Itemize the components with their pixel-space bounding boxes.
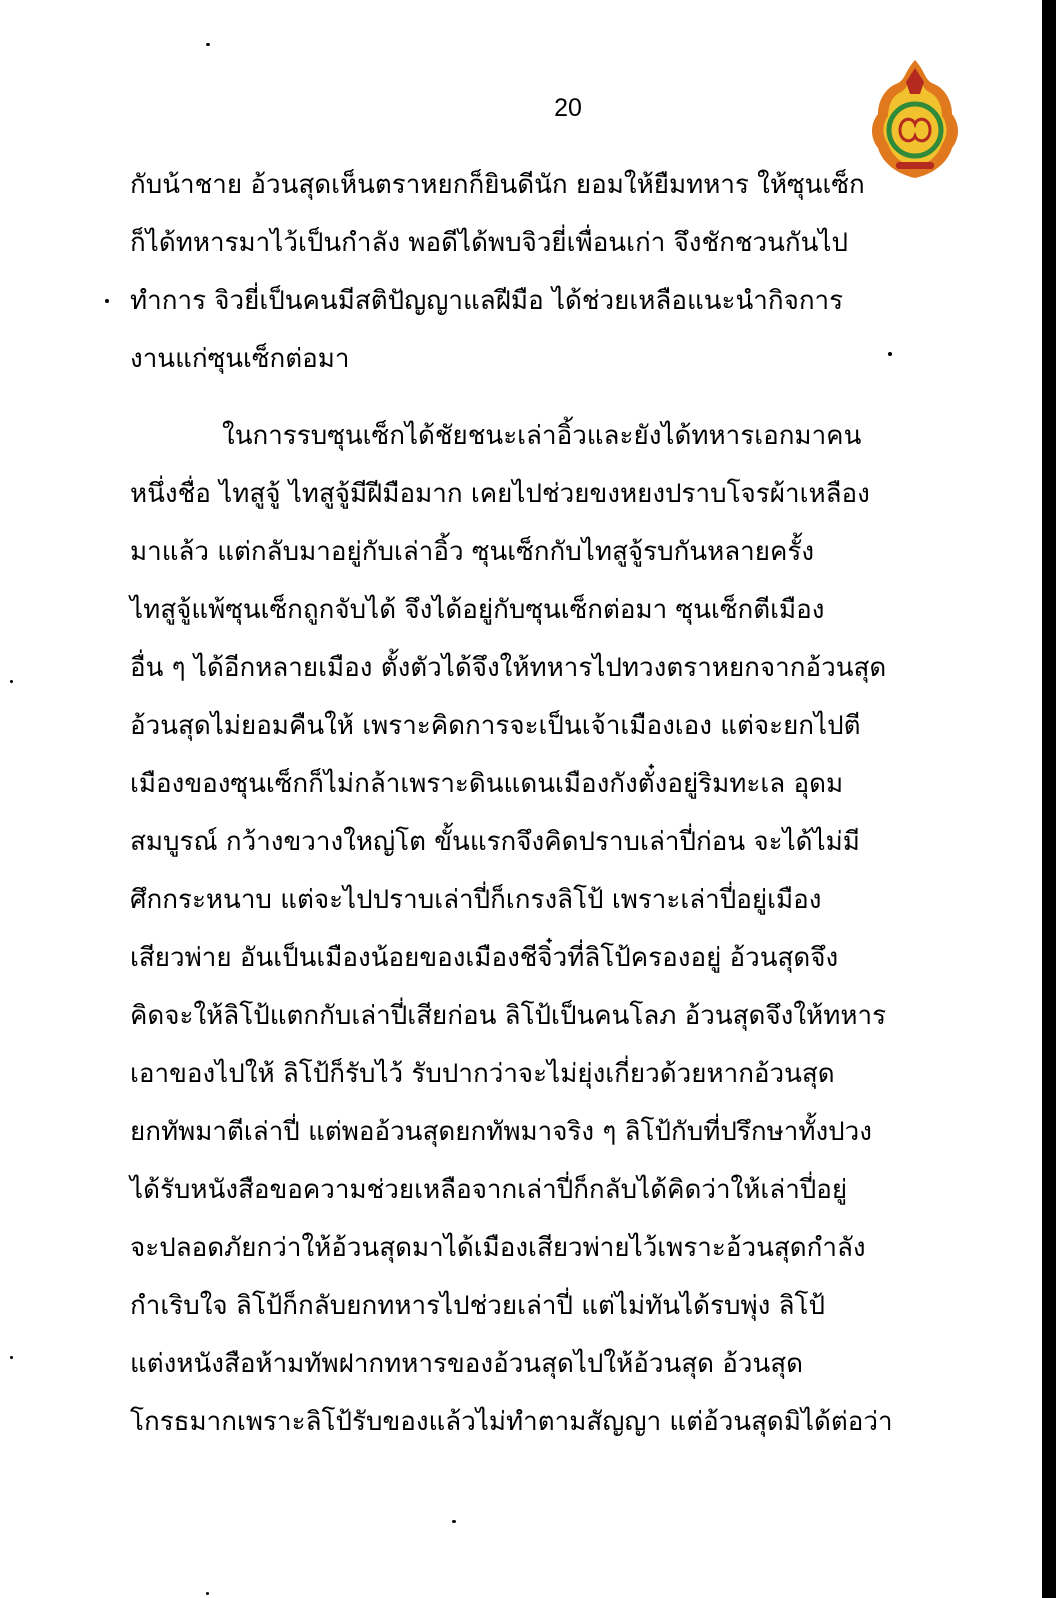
scan-speck <box>452 1520 456 1523</box>
scan-speck <box>206 1592 209 1595</box>
scan-speck <box>105 299 109 303</box>
page-edge <box>1042 0 1056 1598</box>
paragraph: กับน้าชาย อ้วนสุดเห็นตราหยกก็ยินดีนัก ยอมให้ยืมทหาร ให้ซุนเซ็ก ก็ได้ทหารมาไว้เป็นกำลัง พอดีได้พบจิวยี่เพื่อนเก่า จึงชักชวนกันไป ทำการ จิวยี่เป็นคนมีสติปัญญาแลฝีมือ ได้ช่วยเหลือแนะนำกิจการ งานแก่ซุนเซ็กต่อมา <box>130 170 865 374</box>
scan-speck <box>206 43 210 46</box>
scan-speck <box>10 1356 13 1359</box>
page-number: 20 <box>554 94 582 122</box>
scan-speck <box>10 680 13 683</box>
scan-speck <box>888 352 892 356</box>
body-text <box>130 156 1004 1451</box>
paragraph: ในการรบซุนเซ็กได้ชัยชนะเล่าอิ้วและยังได้ทหารเอกมาคน หนึ่งชื่อ ไทสูจู้ ไทสูจู้มีฝีมือมาก เคยไปช่วยขงหยงปราบโจรผ้าเหลือง มาแล้ว แต่กลับมาอยู่กับเล่าอิ้ว ซุนเซ็กกับไทสูจู้รบกันหลายครั้ง ไทสูจู้แพ้ซุนเซ็กถูกจับได้ จึงได้อยู่กับซุนเซ็กต่อมา ซุนเซ็กตีเมือง อื่น ๆ ได้อีกหลายเมือง ตั้งตัวได้จึงให้ทหารไปทวงตราหยกจากอ้วนสุด อ้วนสุดไม่ยอมคืนให้ เพราะคิดการจะเป็นเจ้าเมืองเอง แต่จะยกไปตี เมืองของซุนเซ็กก็ไม่กล้าเพราะดินแดนเมืองกังตั๋งอยู่ริมทะเล อุดม สมบูรณ์ กว้างขวางใหญ่โต ขั้นแรกจึงคิดปราบเล่าปี่ก่อน จะได้ไม่มี ศึกกระหนาบ แต่จะไปปราบเล่าปี่ก็เกรงลิโป้ เพราะเล่าปี่อยู่เมือง เสียวพ่าย อันเป็นเมืองน้อยของเมืองชีจิ๋วที่ลิโป้ครองอยู่ อ้วนสุดจึง คิดจะให้ลิโป้แตกกับเล่าปี่เสียก่อน ลิโป้เป็นคนโลภ อ้วนสุดจึงให้ทหาร เอาของไปให้ ลิโป้ก็รับไว้ รับปากว่าจะไม่ยุ่งเกี่ยวด้วยหากอ้วนสุด ยกทัพมาตีเล่าปี่ แต่พออ้วนสุดยกทัพมาจริง ๆ ลิโป้กับที่ปรึกษาทั้งปวง ได้รับหนังสือขอความช่วยเหลือจากเล่าปี่ก็กลับได้คิดว่าให้เล่าปี่อยู่ จะปลอดภัยกว่าให้อ้วนสุดมาได้เมืองเสียวพ่ายไว้เพราะอ้วนสุดกำลัง กำเริบใจ ลิโป้ก็กลับยกทหารไปช่วยเล่าปี่ แต่ไม่ทันได้รบพุ่ง ลิโป้ แต่งหนังสือห้ามทัพฝากทหารของอ้วนสุดไปให้อ้วนสุด อ้วนสุด โกรธมากเพราะลิโป้รับของแล้วไม่ทำตามสัญญา แต่อ้วนสุดมิได้ต่อว่า <box>130 421 893 1437</box>
